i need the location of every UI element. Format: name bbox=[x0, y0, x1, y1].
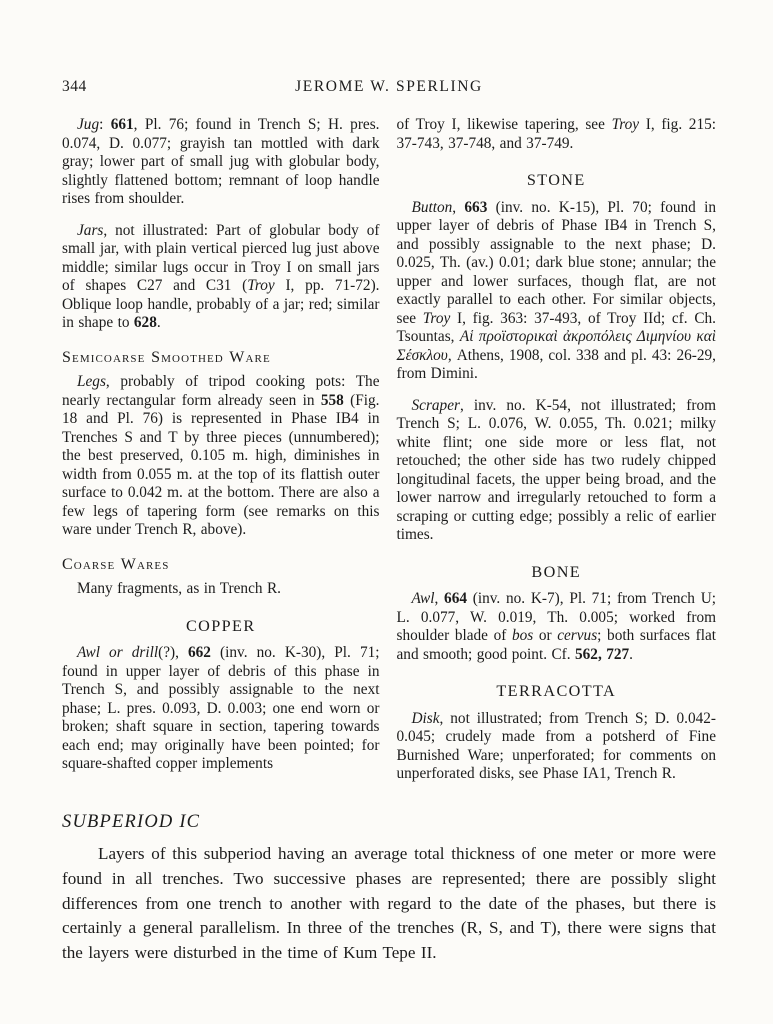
paragraph-scraper bbox=[397, 397, 717, 545]
section-heading-copper: COPPER bbox=[185, 616, 256, 635]
subperiod-section bbox=[62, 812, 716, 966]
text-segment: Disk bbox=[411, 709, 440, 727]
text-segment: Awl or drill bbox=[77, 644, 159, 661]
text-segment: Troy bbox=[247, 277, 275, 294]
text-segment: Many fragments, as in Trench R. bbox=[77, 580, 281, 597]
text-segment: 662 bbox=[188, 644, 211, 661]
text-segment: Awl bbox=[411, 590, 435, 607]
text-segment: I, pp. 71-72). Oblique loop handle, probably of a jar; red; similar in shape to bbox=[62, 277, 380, 331]
text-segment: 558 bbox=[320, 391, 344, 409]
text-segment: (?), bbox=[158, 644, 188, 661]
text-segment: (inv. no. K-7), Pl. 71; from Trench U; L. 0.077, W. 0.019, Th. 0.005; worked from shoulder blade of bbox=[396, 590, 717, 644]
text-segment: , Pl. 76; found in Trench S; H. pres. 0.074, D. 0.077; grayish tan mottled with dark gray; lower part of small jug with globular body, slightly flattened bottom; remnant of loop handle rises from shoulder. bbox=[62, 116, 380, 207]
paragraph-awl-or-drill bbox=[62, 644, 380, 774]
text-segment: 664 bbox=[444, 590, 467, 607]
text-segment: Legs bbox=[77, 373, 106, 390]
running-head-title: JEROME W. SPERLING bbox=[295, 78, 483, 95]
text-segment: , probably of tripod cooking pots: The nearly rectangular form already seen in bbox=[62, 373, 380, 409]
text-segment: , inv. no. K-54, not illustrated; from Trench S; L. 0.076, W. 0.055, Th. 0.021; milky white flint; one side more or less flat, not retouched; the other side has two rudely chipped longitudinal facets, the upper being broad, and the lower narrow and irregularly retouched to form a scraping or cutting edge; possibly a relic of earlier times. bbox=[396, 396, 716, 543]
text-segment: 628 bbox=[133, 314, 157, 331]
paragraph-legs bbox=[62, 373, 380, 540]
text-segment: of Troy I, likewise tapering, see bbox=[396, 116, 612, 133]
text-segment: bos bbox=[511, 627, 534, 644]
two-column-layout bbox=[62, 116, 716, 798]
paragraph-disk bbox=[397, 710, 717, 784]
text-segment: Troy bbox=[422, 309, 451, 327]
text-segment: (Fig. 18 and Pl. 76) is represented in Phase IB4 in Trenches S and T by three pieces (unnumbered); the best preserved, 0.105 m. high, diminishes in width from 0.055 m. at the top of its flattish outer surface to 0.042 m. at the bottom. There are also a few legs of tapering form (see remarks on this ware under Trench R, above). bbox=[62, 391, 380, 538]
paragraph-button bbox=[397, 199, 717, 384]
text-segment: Layers of this subperiod having an average total thickness of one meter or more were found in all trenches. Two successive phases are represented; there are possibly slight differences from one trench to another with regard to the date of the phases, but there is certainly a general parallelism. In three of the trenches (R, S, and T), there were signs that the layers were disturbed in the time of Kum Tepe II. bbox=[62, 844, 716, 963]
text-segment: . bbox=[629, 645, 633, 663]
text-segment: or bbox=[533, 627, 558, 644]
paragraph-troy-continuation bbox=[397, 116, 717, 153]
text-segment: (inv. no. K-30), Pl. 71; found in upper layer of debris of this phase in Trench S, and possibly assignable to the next phase; L. pres. 0.093, D. 0.003; one end worn or broken; shaft square in section, tapering towards each end; may originally have been pointed; for square-shafted copper implements bbox=[62, 644, 380, 772]
subperiod-heading: SUBPERIOD IC bbox=[62, 812, 201, 832]
text-segment: 661 bbox=[110, 116, 134, 133]
left-column bbox=[62, 116, 380, 774]
text-segment: Jug bbox=[77, 116, 100, 133]
section-heading-terracotta: TERRACOTTA bbox=[496, 682, 617, 700]
text-segment: Scraper bbox=[411, 396, 460, 414]
text-segment: (inv. no. K-15), Pl. 70; found in upper layer of debris of Phase IB4 in Trench S, and possibly assignable to the next phase; D. 0.025, Th. (av.) 0.01; dark blue stone; annular; the upper and lower surfaces, though flat, are not exactly parallel to each other. For similar objects, see bbox=[396, 198, 716, 327]
text-segment: Troy bbox=[611, 116, 640, 133]
text-segment: 663 bbox=[464, 198, 488, 216]
right-column bbox=[397, 116, 717, 784]
paragraph-jug bbox=[62, 116, 380, 209]
text-segment: I, fig. 363: 37-493, of Troy IId; cf. Ch. Tsountas, bbox=[396, 309, 716, 345]
section-heading-bone: BONE bbox=[531, 562, 582, 581]
paragraph-jars bbox=[62, 222, 380, 333]
text-segment: Jars bbox=[77, 221, 104, 239]
paragraph-subperiod bbox=[62, 842, 716, 966]
text-segment: . bbox=[156, 314, 161, 331]
text-segment: , Athens, 1908, col. 338 and pl. 43: 26-29, from Dimini. bbox=[396, 346, 716, 382]
section-heading-semicoarse-smoothed-ware: Semicoarse Smoothed Ware bbox=[62, 348, 271, 366]
text-segment: cervus bbox=[557, 627, 598, 644]
text-segment: , bbox=[452, 198, 465, 216]
paragraph-awl bbox=[397, 590, 717, 664]
text-segment: I, fig. 215: 37-743, 37-748, and 37-749. bbox=[396, 116, 717, 152]
text-segment: , bbox=[434, 590, 445, 607]
text-segment: Button bbox=[411, 198, 453, 216]
paragraph-many-fragments bbox=[62, 580, 380, 599]
text-segment: : bbox=[99, 116, 111, 133]
text-segment: 562, 727 bbox=[575, 645, 630, 663]
page-number: 344 bbox=[62, 78, 87, 95]
section-heading-stone: STONE bbox=[526, 171, 586, 189]
page-header bbox=[62, 78, 716, 100]
text-segment: , not illustrated; from Trench S; D. 0.042-0.045; crudely made from a potsherd of Fine Burnished Ware; unperforated; for comments on unperforated disks, see Phase IA1, Trench R. bbox=[396, 709, 716, 782]
text-segment: Αἱ προϊστορικαὶ ἀκροπόλεις Διμηνίου καὶ Σέσκλου bbox=[396, 328, 716, 364]
text-segment: , not illustrated: Part of globular body of small jar, with plain vertical pierced lug just above middle; similar lugs occur in Troy I on small jars of shapes C27 and C31 ( bbox=[62, 221, 380, 294]
section-heading-coarse-wares: Coarse Wares bbox=[62, 555, 170, 573]
text-segment: ; both surfaces flat and smooth; good point. Cf. bbox=[396, 627, 716, 663]
